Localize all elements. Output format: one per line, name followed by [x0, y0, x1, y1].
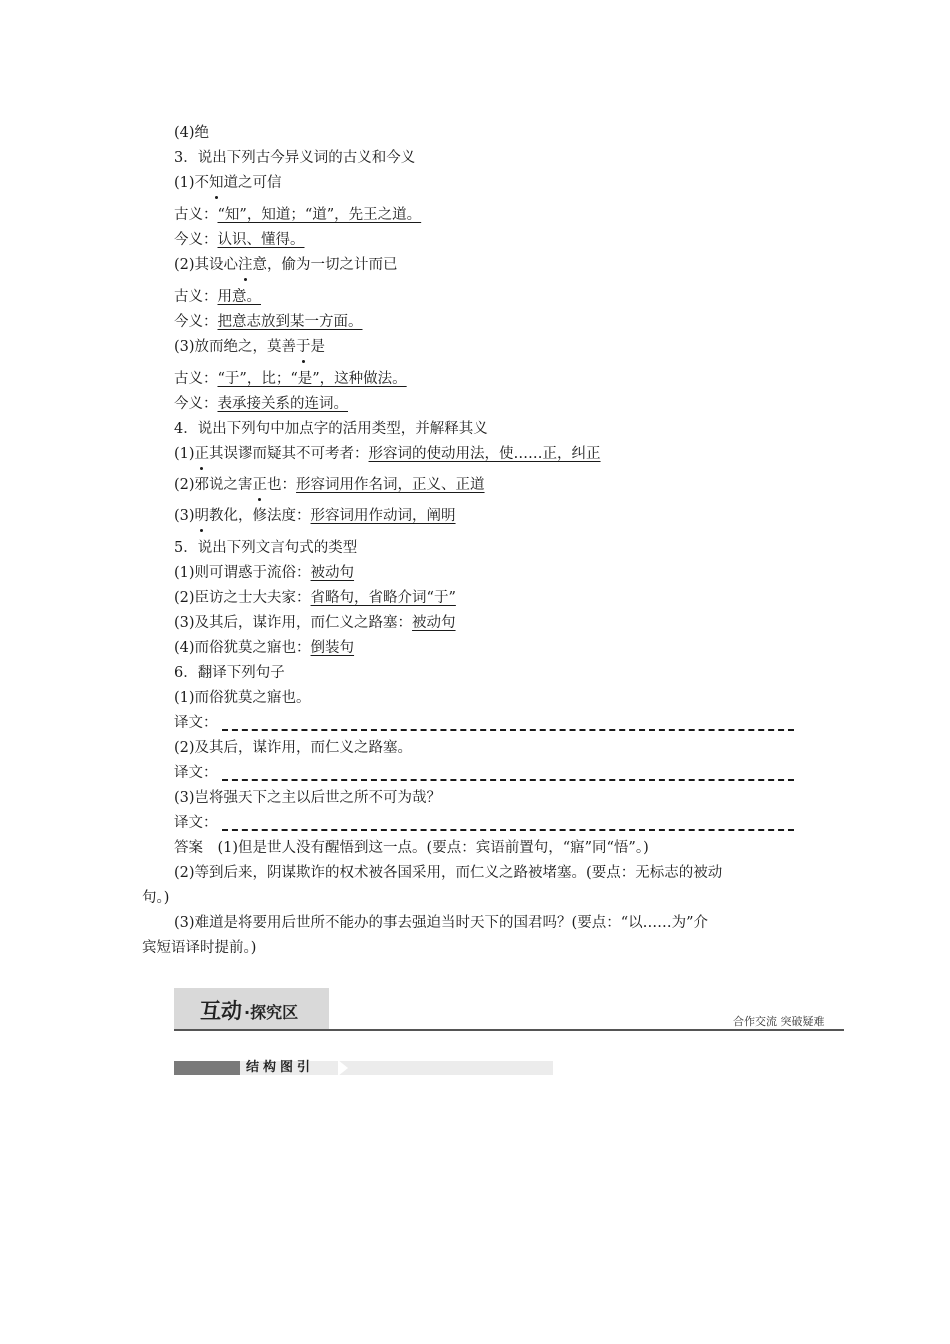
- dotted-char: 于: [296, 339, 311, 355]
- q3-1-modern-meaning: 今义：认识、懂得。: [174, 232, 305, 248]
- translation-label-2: 译文：: [174, 765, 218, 781]
- dotted-char: 知: [209, 175, 224, 191]
- section-subtitle: ·探究区: [244, 1003, 299, 1022]
- chevron-right-icon: [338, 1060, 348, 1076]
- q3-item-2: (2)其设心注意，偷为一切之计而已: [174, 257, 398, 273]
- section-tagline: 合作交流 突破疑难: [733, 1015, 825, 1028]
- section-header-rule: [174, 1029, 844, 1031]
- question-5-heading: 5．说出下列文言句式的类型: [174, 540, 358, 556]
- q3-1-ancient-meaning: 古义：“知”，知道；“道”，先王之道。: [174, 207, 422, 223]
- answer-text: 用意。: [217, 289, 261, 305]
- answer-2-line-1: (2)等到后来，阴谋欺诈的权术被各国采用，而仁义之路被堵塞。(要点：无标志的被动: [174, 865, 723, 881]
- q3-item-3: (3)放而绝之，莫善于是: [174, 339, 326, 355]
- answer-text: 认识、懂得。: [217, 232, 305, 248]
- translation-blank-2: [222, 779, 794, 781]
- dotted-char: 正: [194, 446, 210, 462]
- translation-blank-3: [222, 829, 794, 831]
- answer-text: 表承接关系的连词。: [217, 396, 348, 412]
- answer-text: 被动句: [412, 615, 456, 631]
- answer-text: 把意志放到某一方面。: [217, 314, 363, 330]
- answer-text: 形容词的使动用法，使……正，纠正: [368, 446, 601, 462]
- answer-2-line-2: 句。): [142, 890, 170, 906]
- structure-bar-dark: [174, 1061, 240, 1075]
- answer-text: 被动句: [310, 565, 355, 581]
- q5-item-3: (3)及其后，谋诈用，而仁义之路塞：被动句: [174, 615, 456, 631]
- answer-3-line-2: 宾短语译时提前。): [142, 940, 257, 956]
- question-4-heading: 4．说出下列句中加点字的活用类型，并解释其义: [174, 421, 488, 437]
- q5-item-2: (2)臣访之士大夫家：省略句，省略介词“于”: [174, 590, 456, 606]
- q4-item-2: (2)邪说之害正也：形容词用作名词，正义、正道: [174, 477, 485, 493]
- answer-text: 省略句，省略介词“于”: [310, 590, 456, 606]
- answer-1: 答案 (1)但是世人没有醒悟到这一点。(要点：宾语前置句，“寤”同“悟”。): [174, 840, 649, 856]
- q4-item-3: (3)明教化，修法度：形容词用作动词，阐明: [174, 508, 456, 524]
- item-4-4: (4)绝: [174, 125, 210, 141]
- section-title: 互动 ·探究区: [200, 999, 299, 1023]
- answer-text: 形容词用作动词，阐明: [310, 508, 456, 524]
- dotted-char: 注: [238, 257, 253, 273]
- q4-item-1: (1)正其误谬而疑其不可考者：形容词的使动用法，使……正，纠正: [174, 446, 601, 462]
- q3-2-modern-meaning: 今义：把意志放到某一方面。: [174, 314, 363, 330]
- q5-item-1: (1)则可谓惑于流俗：被动句: [174, 565, 355, 581]
- dotted-char: 正: [252, 477, 268, 493]
- q3-2-ancient-meaning: 古义：用意。: [174, 289, 261, 305]
- translation-label-3: 译文：: [174, 815, 218, 831]
- structure-bar-label: 结构图引: [246, 1060, 315, 1075]
- q3-3-ancient-meaning: 古义：“于”，比；“是”，这种做法。: [174, 371, 407, 387]
- q5-item-4: (4)而俗犹莫之寤也：倒装句: [174, 640, 355, 656]
- q6-item-3: (3)岂将强天下之主以后世之所不可为哉？: [174, 790, 442, 806]
- translation-label-1: 译文：: [174, 715, 218, 731]
- q6-item-1: (1)而俗犹莫之寤也。: [174, 690, 311, 706]
- answer-3-line-1: (3)难道是将要用后世所不能办的事去强迫当时天下的国君吗？(要点：“以……为”介: [174, 915, 709, 931]
- answer-text: 形容词用作名词，正义、正道: [296, 477, 485, 493]
- translation-blank-1: [222, 729, 794, 731]
- q3-3-modern-meaning: 今义：表承接关系的连词。: [174, 396, 348, 412]
- dotted-char: 明: [194, 508, 210, 524]
- answer-text: 倒装句: [310, 640, 355, 656]
- q6-item-2: (2)及其后，谋诈用，而仁义之路塞。: [174, 740, 413, 756]
- q3-item-1: (1)不知道之可信: [174, 175, 282, 191]
- answer-text: “知”，知道；“道”，先王之道。: [217, 207, 422, 223]
- question-3-heading: 3．说出下列古今异义词的古义和今义: [174, 150, 416, 166]
- question-6-heading: 6．翻译下列句子: [174, 665, 285, 681]
- answer-text: “于”，比；“是”，这种做法。: [217, 371, 407, 387]
